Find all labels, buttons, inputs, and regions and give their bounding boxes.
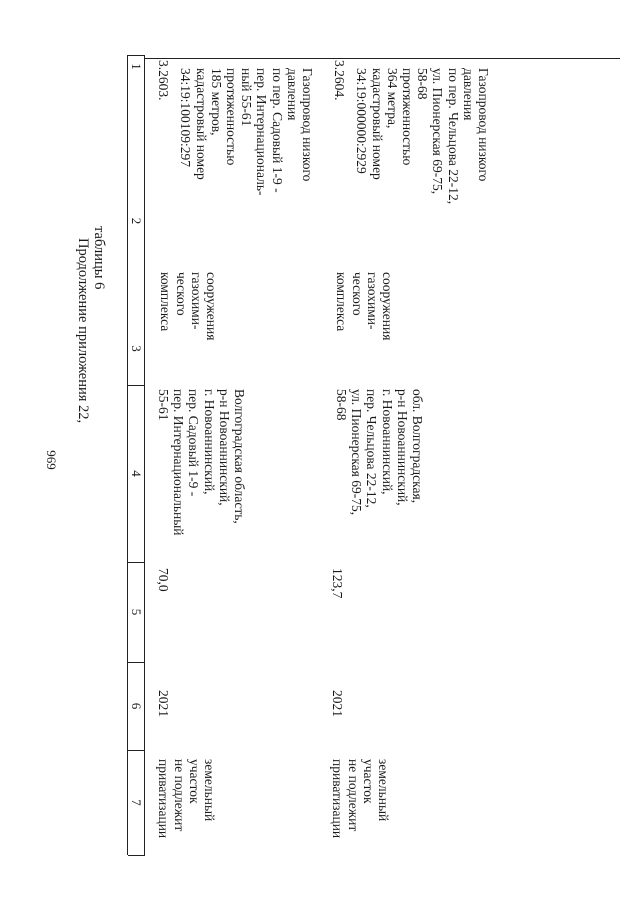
caption-line-2: таблицы 6 — [91, 226, 107, 290]
row-1-value: 70,0 — [156, 568, 172, 592]
caption-line-1: Продолжение приложения 22, — [75, 238, 91, 424]
column-number-5: 5 — [129, 608, 144, 616]
row-1-name: Газопровод низкого давления по пер. Садовый 1-9 - пер. Интернациональ- ный 55-61 протяженностью 185 метров, кадастровый номер 34:19:100109:297 — [178, 68, 315, 196]
column-number-1: 1 — [129, 63, 144, 70]
page-number: 969 — [44, 450, 59, 470]
column-number-2: 2 — [129, 217, 144, 225]
col-divider-7 — [128, 855, 145, 856]
row-2-note: земельный участок не подлежит приватизации — [330, 759, 391, 839]
column-number-7: 7 — [129, 799, 144, 806]
row-2-value: 123,7 — [330, 568, 346, 599]
row-1-note: земельный участок не подлежит приватизации — [156, 759, 217, 839]
column-number-6: 6 — [129, 702, 144, 710]
column-number-3: 3 — [129, 345, 144, 352]
row-2-type: сооружения газохими- ческого комплекса — [334, 272, 395, 341]
table-left-border — [145, 58, 620, 59]
row-1-type: сооружения газохими- ческого комплекса — [158, 272, 219, 341]
row-2-address: обл. Волгоградская, р-н Новоаннинский, г. Новоаннинский, пер. Чельцова 22-12, ул. Пионерская 69-75, 58-68 — [334, 389, 426, 516]
row-1-number: 3.2603. — [156, 60, 172, 101]
row-2-number: 3.2604. — [332, 60, 348, 101]
row-2-name: Газопровод низкого давления по пер. Чельцова 22-12, ул. Пионерская 69-75, 58-68 протяженностью 364 метра, кадастровый номер 34:19:000000:2929 — [354, 68, 491, 205]
row-2-year: 2021 — [330, 690, 346, 717]
column-number-4: 4 — [129, 470, 144, 477]
row-1-year: 2021 — [156, 690, 172, 717]
row-1-address: Волгоградская область, р-н Новоаннинский, г. Новоаннинский, пер. Садовый 1-9 - пер. Интернациональный 55-61 — [156, 389, 248, 536]
